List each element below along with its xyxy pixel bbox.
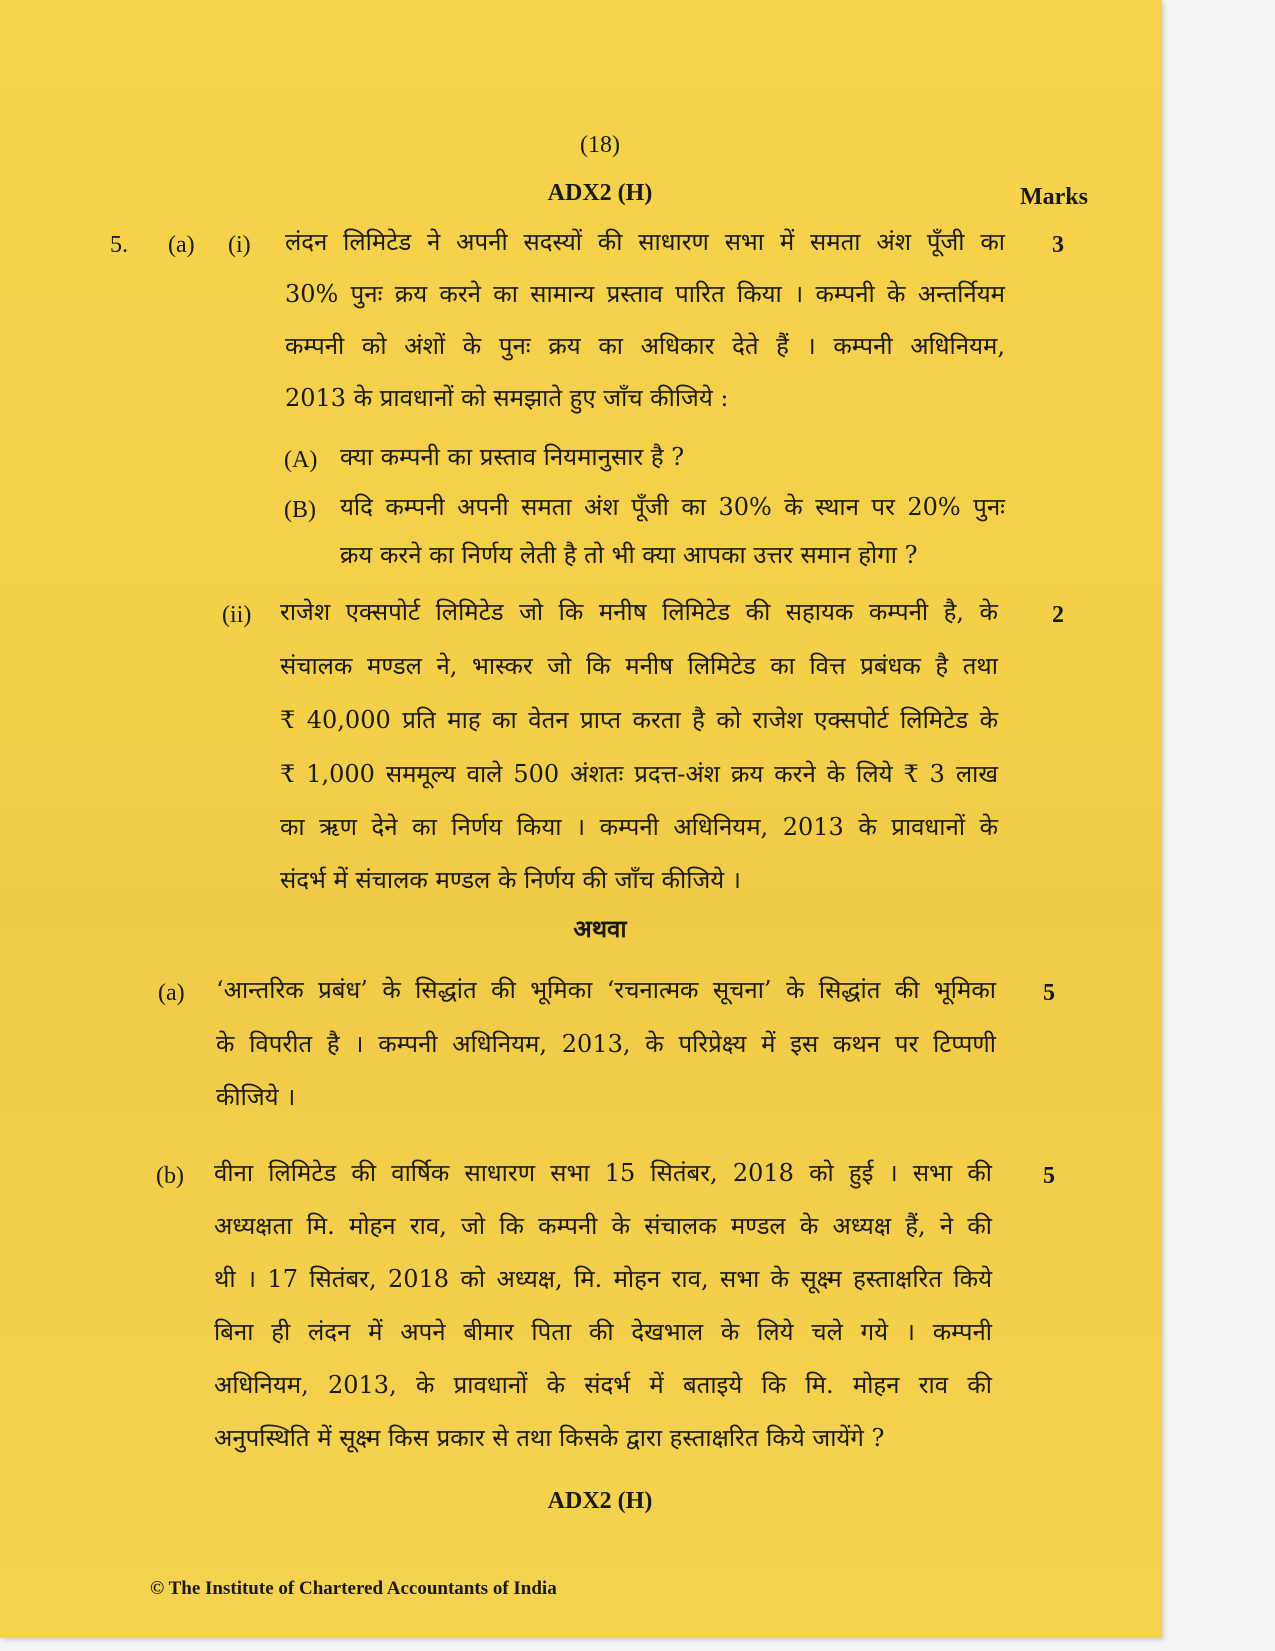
sub-i-label: (i) <box>228 232 251 258</box>
paper-code-footer: ADX2 (H) <box>547 1488 653 1514</box>
question-number: 5. <box>110 232 128 258</box>
sub-ii-line-2: संचालक मण्डल ने, भास्कर जो कि मनीष लिमिटेड का वित्त प्रबंधक है तथा <box>280 652 998 680</box>
alt-b-line-4: बिना ही लंदन में अपने बीमार पिता की देखभाल के लिये चले गये । कम्पनी <box>214 1318 992 1346</box>
sub-i-line-1: लंदन लिमिटेड ने अपनी सदस्यों की साधारण सभा में समता अंश पूँजी का <box>285 228 1005 256</box>
alt-a-line-2: के विपरीत है । कम्पनी अधिनियम, 2013, के परिप्रेक्ष्य में इस कथन पर टिप्पणी <box>216 1030 996 1058</box>
sub-ii-line-6: संदर्भ में संचालक मण्डल के निर्णय की जाँच कीजिये । <box>280 866 741 894</box>
sub-i-B-label: (B) <box>284 497 316 523</box>
or-separator: अथवा <box>573 914 627 943</box>
sub-ii-line-1: राजेश एक्सपोर्ट लिमिटेड जो कि मनीष लिमिटेड की सहायक कम्पनी है, के <box>280 598 998 626</box>
sub-i-line-2: 30% पुनः क्रय करने का सामान्य प्रस्ताव पारित किया । कम्पनी के अन्तर्नियम <box>285 280 1005 308</box>
alt-b-label: (b) <box>156 1163 184 1189</box>
alt-b-line-5: अधिनियम, 2013, के प्रावधानों के संदर्भ में बताइये कि मि. मोहन राव की <box>214 1371 992 1399</box>
sub-ii-marks: 2 <box>1052 602 1064 628</box>
part-a-label: (a) <box>168 232 195 258</box>
alt-b-line-6: अनुपस्थिति में सूक्ष्म किस प्रकार से तथा किसके द्वारा हस्ताक्षरित किये जायेंगे ? <box>214 1424 885 1452</box>
sub-ii-label: (ii) <box>222 602 252 628</box>
alt-a-label: (a) <box>158 980 185 1006</box>
alt-a-line-1: ‘आन्तरिक प्रबंध’ के सिद्धांत की भूमिका ‘रचनात्मक सूचना’ के सिद्धांत की भूमिका <box>216 976 996 1004</box>
marks-column-heading: Marks <box>1020 184 1088 210</box>
sub-i-B-line-2: क्रय करने का निर्णय लेती है तो भी क्या आपका उत्तर समान होगा ? <box>340 541 918 569</box>
alt-a-line-3: कीजिये । <box>216 1083 296 1111</box>
sub-ii-line-5: का ऋण देने का निर्णय किया । कम्पनी अधिनियम, 2013 के प्रावधानों के <box>280 813 998 841</box>
sub-i-A-label: (A) <box>284 447 318 473</box>
sub-i-line-3: कम्पनी को अंशों के पुनः क्रय का अधिकार देते हैं । कम्पनी अधिनियम, <box>285 332 1005 360</box>
alt-a-marks: 5 <box>1043 980 1055 1006</box>
alt-b-line-2: अध्यक्षता मि. मोहन राव, जो कि कम्पनी के संचालक मण्डल के अध्यक्ष हैं, ने की <box>214 1212 992 1240</box>
copyright-footer: © The Institute of Chartered Accountants of India <box>150 1578 557 1599</box>
sub-ii-line-4: ₹ 1,000 सममूल्य वाले 500 अंशतः प्रदत्त-अंश क्रय करने के लिये ₹ 3 लाख <box>280 760 998 788</box>
alt-b-line-1: वीना लिमिटेड की वार्षिक साधारण सभा 15 सितंबर, 2018 को हुई । सभा की <box>214 1159 992 1187</box>
sub-i-B-line-1: यदि कम्पनी अपनी समता अंश पूँजी का 30% के स्थान पर 20% पुनः <box>340 493 1005 521</box>
sub-i-marks: 3 <box>1052 232 1064 258</box>
paper-code-header: ADX2 (H) <box>547 180 653 206</box>
sub-i-A-text: क्या कम्पनी का प्रस्ताव नियमानुसार है ? <box>340 443 685 471</box>
page-number: (18) <box>580 132 620 158</box>
alt-b-line-3: थी । 17 सितंबर, 2018 को अध्यक्ष, मि. मोहन राव, सभा के सूक्ष्म हस्ताक्षरित किये <box>214 1265 992 1293</box>
sub-i-line-4: 2013 के प्रावधानों को समझाते हुए जाँच कीजिये : <box>285 384 729 412</box>
sub-ii-line-3: ₹ 40,000 प्रति माह का वेतन प्राप्त करता है को राजेश एक्सपोर्ट लिमिटेड के <box>280 706 998 734</box>
alt-b-marks: 5 <box>1043 1163 1055 1189</box>
